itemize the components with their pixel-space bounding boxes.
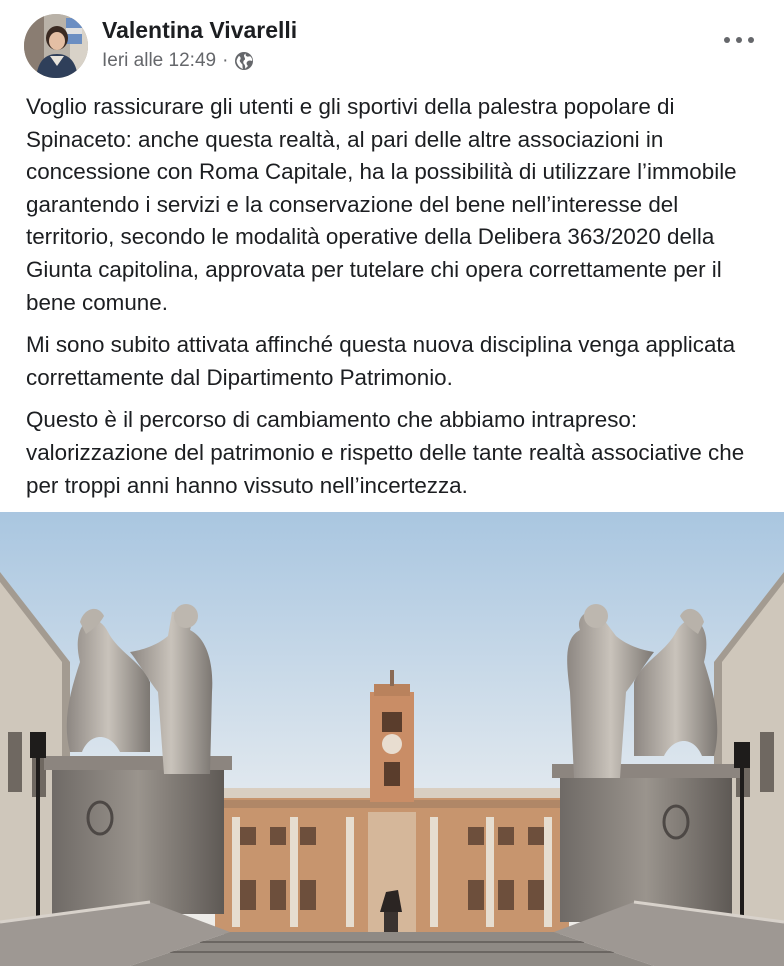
campidoglio-photo	[0, 512, 784, 966]
post-paragraph: Questo è il percorso di cambiamento che abbiamo intrapreso: valorizzazione del patrimonio e rispetto delle tante realtà associative che per troppi anni hanno vissuto nell’incertezza.	[26, 407, 745, 498]
avatar-image	[24, 14, 88, 78]
post-photo[interactable]	[0, 512, 784, 966]
post-meta	[102, 50, 254, 72]
post-timestamp[interactable]: Ieri alle 12:49	[102, 50, 217, 71]
post-paragraph: Voglio rassicurare gli utenti e gli sportivi della palestra popolare di Spinaceto: anche questa realtà, al pari delle altre associazioni in concessione con Roma Capitale, ha la possibilità di utilizzare l’immobile garantendo i servizi e la conservazione del bene nell’interesse del territorio, secondo le modalità operative della Delibera 363/2020 della Giunta capitolina, approvata per tutelare chi opera correttamente per il bene comune.	[26, 94, 737, 315]
globe-icon[interactable]	[234, 51, 254, 71]
avatar[interactable]	[24, 14, 88, 78]
post-text	[26, 91, 766, 512]
more-options-icon[interactable]	[724, 30, 754, 50]
post-header	[0, 0, 784, 90]
meta-separator: ·	[222, 50, 229, 71]
author-name[interactable]: Valentina Vivarelli	[102, 17, 298, 43]
post-paragraph: Mi sono subito attivata affinché questa nuova disciplina venga applicata correttamente dal Dipartimento Patrimonio.	[26, 332, 736, 390]
